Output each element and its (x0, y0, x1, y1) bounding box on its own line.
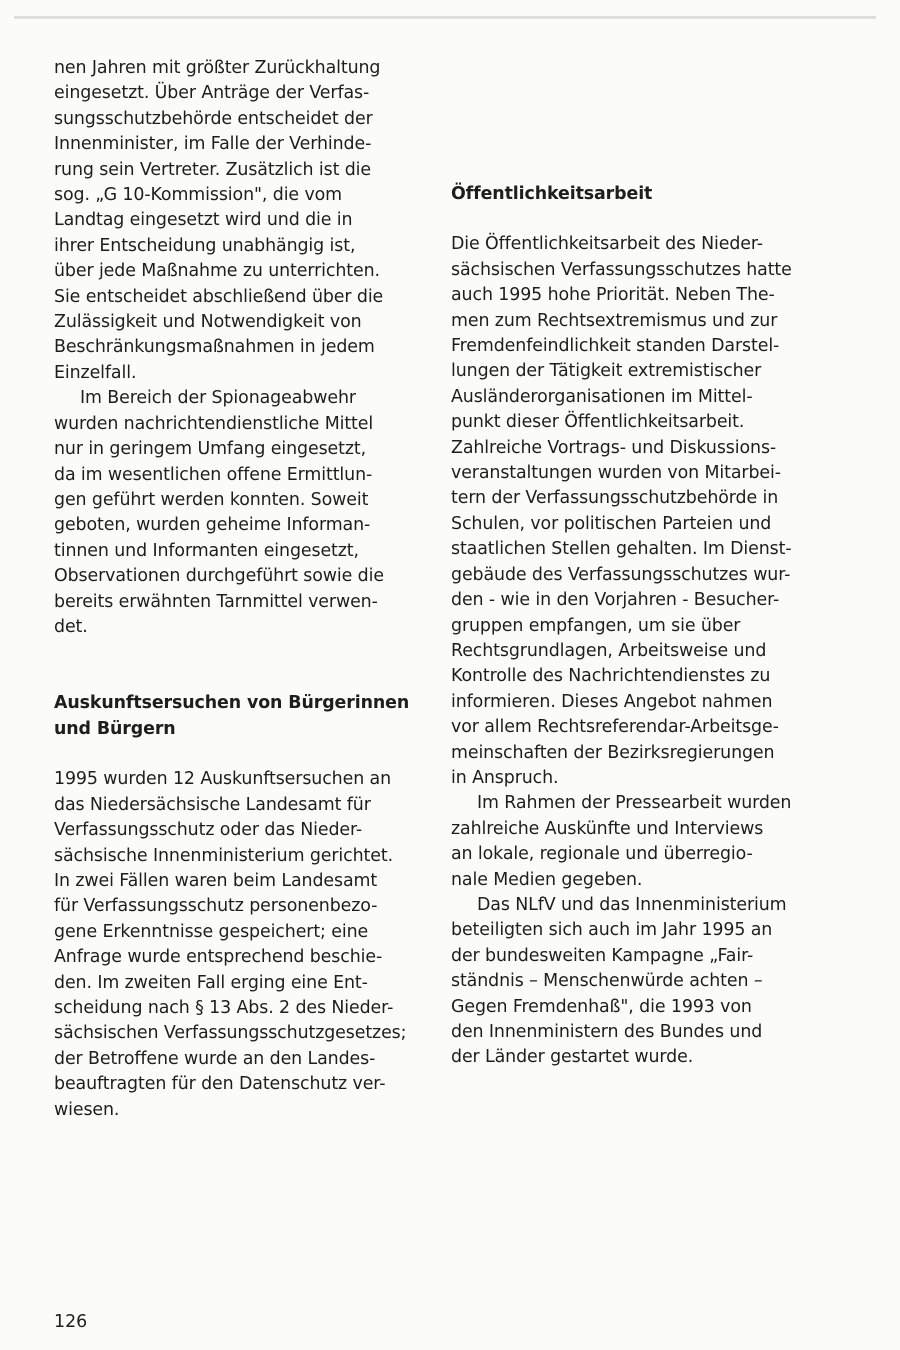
text-line: Anfrage wurde entsprechend beschie- (54, 947, 383, 968)
text-line: der Länder gestartet wurde. (451, 1047, 694, 1068)
paragraph-kampagne (451, 893, 823, 1071)
right-column (451, 182, 823, 1071)
text-line: Die Öffentlichkeitsarbeit des Nieder- (451, 234, 763, 255)
text-line: det. (54, 616, 88, 637)
left-column (54, 56, 424, 1123)
text-line: zahlreiche Auskünfte und Interviews (451, 818, 764, 839)
section-heading-auskunftsersuchen (54, 691, 424, 742)
text-line: men zum Rechtsextremismus und zur (451, 310, 778, 331)
paragraph-g10-continuation (54, 56, 424, 386)
paragraph-spionageabwehr (54, 386, 424, 640)
text-line: den. Im zweiten Fall erging eine Ent- (54, 972, 368, 993)
spacer (451, 207, 823, 232)
text-line: Im Bereich der Spionageabwehr (80, 388, 356, 409)
text-line: der Betroffene wurde an den Landes- (54, 1048, 376, 1069)
heading-line: Öffentlichkeitsarbeit (451, 184, 653, 204)
text-line: Kontrolle des Nachrichtendienstes zu (451, 666, 771, 687)
text-line: in Anspruch. (451, 767, 559, 788)
text-line: gene Erkenntnisse gespeichert; eine (54, 921, 369, 942)
text-line: tinnen und Informanten eingesetzt, (54, 540, 359, 561)
text-line: 1995 wurden 12 Auskunftsersuchen an (54, 769, 392, 790)
text-line: über jede Maßnahme zu unterrichten. (54, 261, 380, 282)
text-line: staatlichen Stellen gehalten. Im Dienst- (451, 539, 792, 560)
text-line: nen Jahren mit größter Zurückhaltung (54, 58, 381, 78)
text-line: für Verfassungsschutz personenbezo- (54, 896, 378, 917)
text-line: sächsischen Verfassungsschutzes hatte (451, 259, 792, 280)
text-line: beauftragten für den Datenschutz ver- (54, 1074, 386, 1095)
section-heading-oeffentlichkeitsarbeit (451, 182, 823, 207)
text-line: Zulässigkeit und Notwendigkeit von (54, 312, 362, 333)
text-line: rung sein Vertreter. Zusätzlich ist die (54, 159, 371, 180)
spacer (54, 742, 424, 767)
text-line: Innenminister, im Falle der Verhinde- (54, 134, 372, 155)
text-line: Beschränkungsmaßnahmen in jedem (54, 337, 375, 358)
text-line: sächsischen Verfassungsschutzgesetzes; (54, 1023, 407, 1044)
text-line: eingesetzt. Über Anträge der Verfas- (54, 83, 370, 104)
text-line: Das NLfV und das Innenministerium (477, 894, 787, 915)
text-line: bereits erwähnten Tarnmittel verwen- (54, 591, 378, 612)
text-line: wiesen. (54, 1099, 120, 1120)
text-line: ständnis – Menschenwürde achten – (451, 971, 763, 992)
text-line: Einzelfall. (54, 362, 137, 383)
text-line: da im wesentlichen offene Ermittlun- (54, 464, 373, 485)
paragraph-oeffentlichkeitsarbeit (451, 232, 823, 791)
text-line: informieren. Dieses Angebot nahmen (451, 691, 773, 712)
text-line: sungsschutzbehörde entscheidet der (54, 108, 373, 129)
text-line: auch 1995 hohe Priorität. Neben The- (451, 285, 775, 306)
text-line: den Innenministern des Bundes und (451, 1022, 763, 1042)
paragraph-auskunftsersuchen (54, 767, 424, 1123)
text-line: vor allem Rechtsreferendar-Arbeitsge- (451, 717, 779, 738)
text-line: Schulen, vor politischen Parteien und (451, 513, 772, 534)
text-line: wurden nachrichtendienstliche Mittel (54, 413, 374, 434)
text-line: nur in geringem Umfang eingesetzt, (54, 439, 367, 460)
text-line: Gegen Fremdenhaß", die 1993 von (451, 996, 752, 1017)
text-line: Ausländerorganisationen im Mittel- (451, 386, 753, 407)
heading-line: und Bürgern (54, 718, 176, 739)
text-line: Zahlreiche Vortrags- und Diskussions- (451, 437, 777, 458)
paragraph-pressearbeit (451, 791, 823, 893)
text-line: Observationen durchgeführt sowie die (54, 566, 384, 587)
text-line: Verfassungsschutz oder das Nieder- (54, 820, 363, 841)
text-line: der bundesweiten Kampagne „Fair- (451, 945, 754, 966)
text-line: geboten, wurden geheime Informan- (54, 515, 371, 536)
text-line: sog. „G 10-Kommission", die vom (54, 185, 343, 206)
text-line: gruppen empfangen, um sie über (451, 615, 741, 636)
text-line: nale Medien gegeben. (451, 869, 643, 890)
text-line: sächsische Innenministerium gerichtet. (54, 845, 394, 866)
spacer (54, 640, 424, 691)
heading-line: Auskunftsersuchen von Bürgerinnen (54, 693, 410, 714)
text-line: meinschaften der Bezirksregierungen (451, 742, 775, 763)
text-line: punkt dieser Öffentlichkeitsarbeit. (451, 412, 745, 433)
text-line: tern der Verfassungsschutzbehörde in (451, 488, 779, 509)
text-line: beteiligten sich auch im Jahr 1995 an (451, 920, 773, 941)
text-line: gen geführt werden konnten. Soweit (54, 489, 369, 510)
page-number: 126 (54, 1312, 88, 1332)
text-line: Im Rahmen der Pressearbeit wurden (477, 793, 792, 814)
text-line: den - wie in den Vorjahren - Besucher- (451, 590, 780, 611)
text-line: Fremdenfeindlichkeit standen Darstel- (451, 336, 780, 357)
top-rule (14, 16, 876, 19)
text-line: lungen der Tätigkeit extremistischer (451, 361, 762, 382)
text-line: veranstaltungen wurden von Mitarbei- (451, 463, 781, 484)
text-line: Sie entscheidet abschließend über die (54, 286, 384, 307)
text-line: ihrer Entscheidung unabhängig ist, (54, 235, 356, 256)
text-line: gebäude des Verfassungsschutzes wur- (451, 564, 791, 585)
text-line: scheidung nach § 13 Abs. 2 des Nieder- (54, 998, 394, 1018)
text-line: an lokale, regionale und überregio- (451, 844, 753, 865)
text-line: Landtag eingesetzt wird und die in (54, 210, 353, 231)
text-line: Rechtsgrundlagen, Arbeitsweise und (451, 640, 767, 661)
text-line: In zwei Fällen waren beim Landesamt (54, 870, 378, 891)
text-line: das Niedersächsische Landesamt für (54, 794, 371, 815)
